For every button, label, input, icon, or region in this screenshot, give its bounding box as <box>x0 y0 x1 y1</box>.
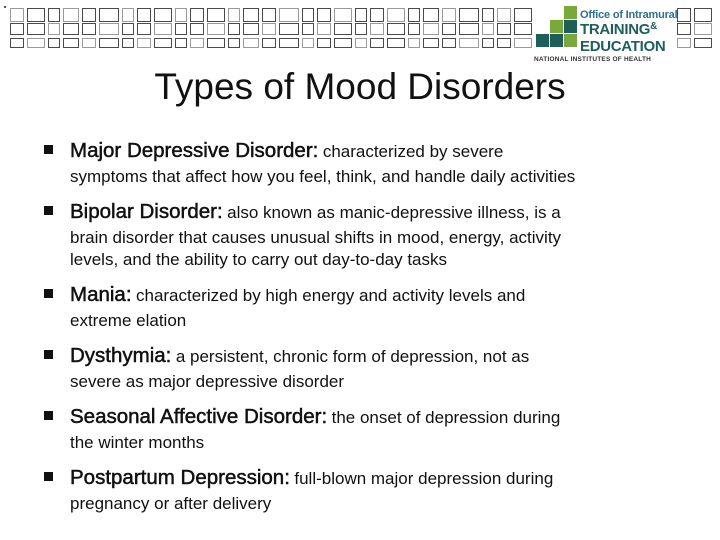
pattern-square <box>10 8 24 22</box>
disorder-term: Dysthymia: <box>70 344 172 367</box>
logo-education-text: EDUCATION <box>580 38 666 55</box>
pattern-square <box>63 23 79 35</box>
pattern-square <box>423 8 439 22</box>
pattern-square <box>27 8 45 22</box>
pattern-square <box>334 8 352 22</box>
pattern-square <box>694 23 712 35</box>
pattern-square <box>514 23 532 35</box>
pattern-square <box>408 23 420 35</box>
pattern-square <box>334 23 352 35</box>
pattern-square <box>137 38 151 48</box>
pattern-square <box>387 8 405 22</box>
logo-nih-text: NATIONAL INSTITUTES OF HEALTH <box>534 56 652 63</box>
pattern-square <box>10 38 24 48</box>
pattern-square <box>27 38 45 48</box>
pattern-square <box>677 8 691 22</box>
pattern-square <box>459 23 479 35</box>
pattern-square <box>48 8 60 22</box>
pattern-square <box>370 23 384 35</box>
pattern-square <box>190 38 204 48</box>
pattern-square <box>243 38 259 48</box>
logo-block-icon <box>536 34 549 47</box>
pattern-square <box>63 38 79 48</box>
pattern-square <box>442 8 456 22</box>
pattern-square <box>243 8 259 22</box>
pattern-square <box>10 23 24 35</box>
disorder-description: characterized by severe <box>322 142 504 161</box>
pattern-square <box>497 38 511 48</box>
pattern-square <box>99 38 119 48</box>
disorder-term: Postpartum Depression: <box>70 466 290 489</box>
pattern-square <box>370 38 384 48</box>
bullet-item <box>44 465 684 515</box>
pattern-square <box>370 8 384 22</box>
logo-training-text <box>580 21 657 38</box>
pattern-square <box>408 8 420 22</box>
pattern-square <box>154 23 172 35</box>
pattern-square <box>99 8 119 22</box>
pattern-square <box>302 23 314 35</box>
disorder-description: the onset of depression during <box>331 408 561 427</box>
pattern-square <box>207 23 225 35</box>
pattern-square <box>27 23 45 35</box>
pattern-square <box>408 38 420 48</box>
pattern-square <box>175 23 187 35</box>
slide-title: Types of Mood Disorders <box>154 66 566 107</box>
description-continuation: brain disorder that causes unusual shifts in mood, energy, activity <box>70 228 562 247</box>
pattern-square <box>207 38 225 48</box>
logo-training-word: TRAINING <box>580 21 651 38</box>
logo-office-text: Office of Intramural <box>580 9 678 21</box>
description-continuation: the winter months <box>70 433 205 452</box>
pattern-square <box>459 8 479 22</box>
pattern-square <box>387 38 405 48</box>
corner-dot <box>4 6 6 8</box>
disorder-description: also known as manic-depressive illness, is a <box>227 203 561 222</box>
square-bullet-icon <box>44 411 53 420</box>
pattern-square <box>694 8 712 22</box>
pattern-square <box>228 8 240 22</box>
disorder-term: Seasonal Affective Disorder: <box>70 405 328 428</box>
pattern-square <box>137 23 151 35</box>
bullet-first-line <box>70 465 684 493</box>
bullet-first-line <box>70 404 684 432</box>
pattern-square <box>63 8 79 22</box>
pattern-square <box>122 8 134 22</box>
square-bullet-icon <box>44 289 53 298</box>
pattern-square <box>262 8 276 22</box>
pattern-square <box>190 23 204 35</box>
pattern-square <box>317 38 331 48</box>
logo-block-icon <box>564 6 577 19</box>
logo-ampersand: & <box>650 21 658 32</box>
description-continuation: severe as major depressive disorder <box>70 372 345 391</box>
pattern-square <box>355 38 367 48</box>
pattern-square <box>262 23 276 35</box>
pattern-square <box>243 23 259 35</box>
pattern-square <box>82 8 96 22</box>
pattern-square <box>514 8 532 22</box>
pattern-square <box>207 8 225 22</box>
bullet-item <box>44 199 684 271</box>
pattern-square <box>387 23 405 35</box>
bullet-item <box>44 138 684 188</box>
pattern-square <box>442 23 456 35</box>
pattern-square <box>48 38 60 48</box>
logo-block-icon <box>564 20 577 33</box>
pattern-square <box>694 38 712 48</box>
logo-block-icon <box>564 34 577 47</box>
pattern-square <box>302 8 314 22</box>
bullet-first-line <box>70 138 684 166</box>
pattern-square <box>137 8 151 22</box>
square-bullet-icon <box>44 350 53 359</box>
training-education-logo <box>532 6 678 66</box>
logo-block-icon <box>550 20 563 33</box>
square-bullet-icon <box>44 472 53 481</box>
pattern-square <box>317 8 331 22</box>
bullet-first-line <box>70 199 684 227</box>
pattern-square <box>154 8 172 22</box>
pattern-square <box>279 23 299 35</box>
bullet-item <box>44 343 684 393</box>
description-continuation: pregnancy or after delivery <box>70 494 272 513</box>
pattern-square <box>459 38 479 48</box>
description-continuation: levels, and the ability to carry out day-to-day tasks <box>70 250 448 269</box>
description-continuation: symptoms that affect how you feel, think, and handle daily activities <box>70 167 576 186</box>
pattern-square <box>423 38 439 48</box>
pattern-square <box>122 38 134 48</box>
pattern-square <box>482 8 494 22</box>
bullet-list <box>44 138 684 526</box>
pattern-square <box>355 8 367 22</box>
pattern-square <box>82 38 96 48</box>
pattern-square <box>99 23 119 35</box>
disorder-description: full-blown major depression during <box>294 469 554 488</box>
pattern-square <box>442 38 456 48</box>
bullet-item <box>44 404 684 454</box>
bullet-first-line <box>70 282 684 310</box>
description-continuation: extreme elation <box>70 311 187 330</box>
pattern-square <box>497 8 511 22</box>
disorder-term: Mania: <box>70 283 132 306</box>
pattern-square <box>190 8 204 22</box>
square-bullet-icon <box>44 145 53 154</box>
pattern-square <box>154 38 172 48</box>
bullet-first-line <box>70 343 684 371</box>
pattern-square <box>302 38 314 48</box>
disorder-term: Major Depressive Disorder: <box>70 139 319 162</box>
pattern-square <box>48 23 60 35</box>
pattern-square <box>423 23 439 35</box>
pattern-square <box>514 38 532 48</box>
pattern-square <box>334 38 352 48</box>
pattern-square <box>279 8 299 22</box>
pattern-square <box>279 38 299 48</box>
pattern-square <box>175 38 187 48</box>
logo-block-icon <box>550 34 563 47</box>
pattern-square <box>317 23 331 35</box>
square-bullet-icon <box>44 206 53 215</box>
pattern-square <box>228 23 240 35</box>
pattern-square <box>122 23 134 35</box>
pattern-square <box>82 23 96 35</box>
pattern-square <box>677 38 691 48</box>
bullet-item <box>44 282 684 332</box>
pattern-square <box>175 8 187 22</box>
pattern-square <box>355 23 367 35</box>
pattern-square <box>677 23 691 35</box>
pattern-square <box>497 23 511 35</box>
pattern-square <box>228 38 240 48</box>
disorder-description: a persistent, chronic form of depression, not as <box>175 347 530 366</box>
disorder-term: Bipolar Disorder: <box>70 200 223 223</box>
pattern-square <box>262 38 276 48</box>
disorder-description: characterized by high energy and activity levels and <box>135 286 526 305</box>
pattern-square <box>482 38 494 48</box>
pattern-square <box>482 23 494 35</box>
